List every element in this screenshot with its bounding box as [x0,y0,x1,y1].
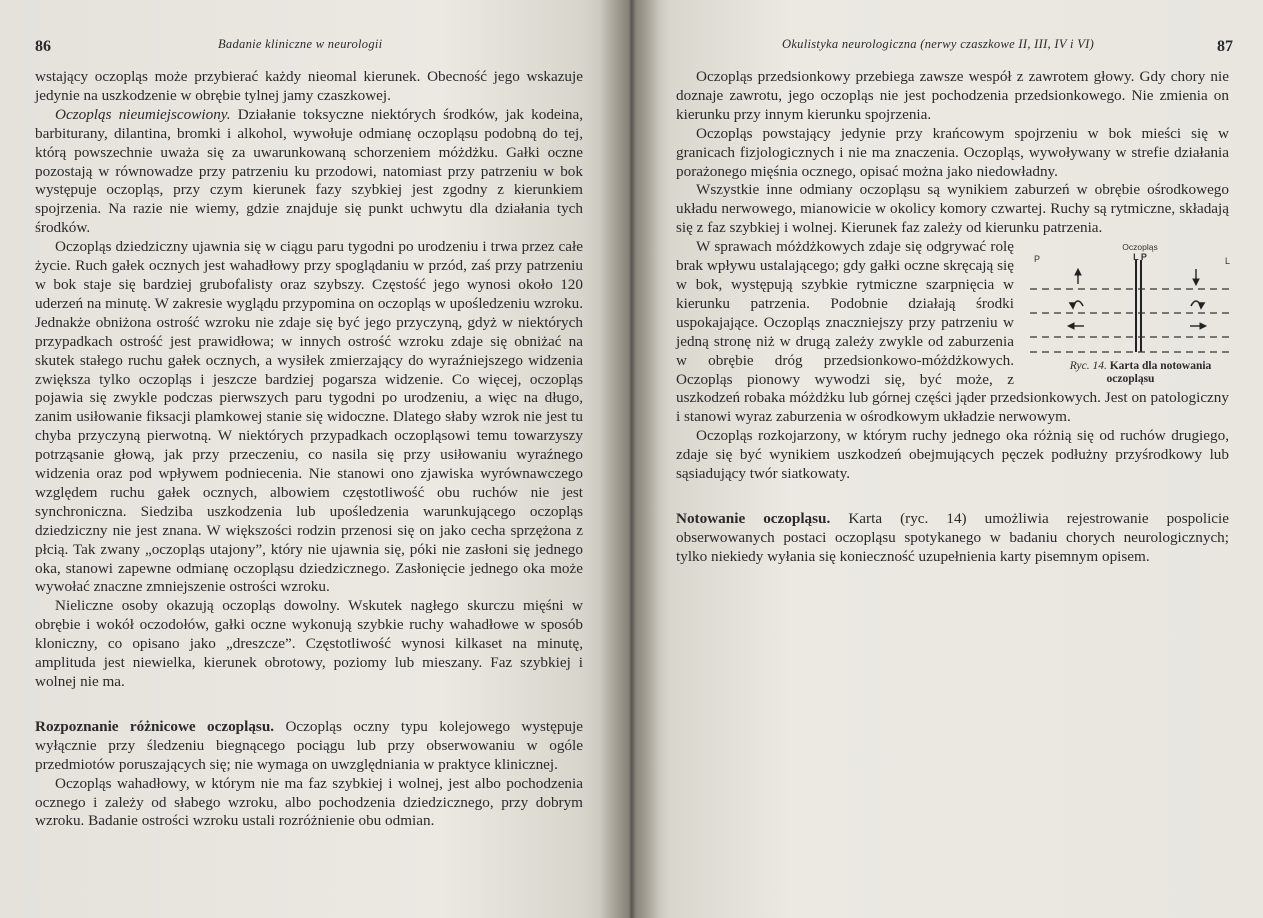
paragraph: Oczopląs wahadłowy, w którym nie ma faz szybkiej i wolnej, jest albo pochodzenia ocznego i zależy od słabego wzroku, albo pochodzenia dziedzicznego, przy dobrym wzroku. Badanie ostrości wzroku ustali rozróżnienie obu odmian. [35,774,583,830]
running-head: Badanie kliniczne w neurologii [218,37,383,51]
paragraph: Oczopląs dziedziczny ujawnia się w ciągu paru tygodni po urodzeniu i trwa przez całe życie. Ruch gałek ocznych jest wahadłowy przy spoglądaniu w przód, zaś przy patrzeniu w bok staje się bardziej grubofalisty oraz szybszy. Częstość jego wynosi około 120 uderzeń na minutę. W zakresie wyglądu przypomina on oczopląs w upośledzeniu wzroku. Jednakże obniżona ostrość wzroku nie zdaje się być jego przyczyną, gdyż w niektórych przypadkach ostrość jest prawidłowa; w innych ostrość wzroku zdaje się obniżać na skutek stałego ruchu gałek ocznych, a wysiłek zmierzający do wyraźniejszego widzenia zwiększa tylko oczopląs i jeszcze bardziej pogarsza widzenie. Co więcej, oczopląs pojawia się zwykle podczas pierwszych paru tygodni po urodzeniu, a więc na długo, zanim usiłowanie fiksacji plamkowej stanie się widoczne. Dlatego słaby wzrok nie jest tu chyba przyczyną pierwotną. W niektórych przypadkach oczopląsowi temu towarzyszy potrząsanie głową, jak przy przeczeniu, co nasila się przy usiłowaniu wyraźnego widzenia oraz pod wpływem podniecenia. Nie stanowi ono zjawiska wyrównawczego względem ruchu gałek ocznych, albowiem częstotliwość obu ruchów nie jest synchroniczna. Siedziba uszkodzenia lub upośledzenia warunkującego oczopląs dziedziczny nie jest znana. W większości rodzin przenosi się on jako cecha sprzężona z płcią. Tak zwany „oczopląs utajony”, który nie ujawnia się, póki nie zasłoni się jednego oka, stanowi zapewne odmianę oczopląsu dziedzicznego. Zasłonięcie jednego oka może wywołać znaczne zmniejszenie ostrości wzroku. [35,238,583,596]
section-heading: Notowanie oczopląsu. [676,509,831,527]
paragraph: wstający oczopląs może przybierać każdy nieomal kierunek. Obecność jego wskazuje jedynie na uszkodzenie w obrębie tylnej jamy czaszkowej. [35,68,583,104]
paragraph: Oczopląs przedsionkowy przebiega zawsze wespół z zawrotem głowy. Gdy chory nie doznaje zawrotu, jego oczopląs nie jest pochodzenia przedsionkowego. Nie zmienia on kierunku przy innym kierunku spojrzenia. [676,68,1229,123]
paragraph: Nieliczne osoby okazują oczopląs dowolny. Wskutek nagłego skurczu mięśni w obrębie i wokół oczodołów, gałki oczne wykonują szybkie ruchy wahadłowe w sposób kloniczny, co opisano jako „dreszcze”. Częstotliwość wynosi kilkaset na minutę, amplituda jest niewielka, kierunek obrotowy, poziomy lub mieszany. Faz szybkiej i wolnej nie ma. [35,597,583,690]
arrow-up-left-icon [1075,269,1081,284]
paragraph-text: Karta (ryc. 14) umożliwia rejestrowanie pospolicie obserwowanych postaci oczopląsu spotykanego w badaniu chorych neurologicznych; tylko niekiedy wyłania się konieczność uzupełnienia karty pisemnym opisem. [676,509,1230,565]
figure-caption [1028,360,1233,386]
arrow-down-right-icon [1193,269,1199,285]
section-paragraph [35,718,583,775]
paragraph: Oczopląs powstający jedynie przy krańcowym spojrzeniu w bok mieści się w granicach fizjologicznych i nie ma znaczenia. Oczopląs, wywoływany w strefie działania porażonego mięśnia ocznego, opisać można jako niedowładny. [676,124,1229,180]
right-page [632,0,1263,918]
paragraph-text: Działanie toksyczne niektórych środków, jak kodeina, barbiturany, dilantina, bromki i alkohol, wywołuje odmianę oczopląsu podobną do tej, którą powszechnie uważa się za uwarunkowaną schorzeniem móżdżku. Gałki oczne pozostają w równowadze przy patrzeniu ku przodowi, natomiast przy patrzeniu w bok występuje oczopląs, przy czym kierunek fazy szybkiej jest zgodny z kierunkiem spojrzenia. Na razie nie wiemy, gdzie znajduje się punkt uchwytu dla działania tych środków. [35,105,583,237]
rotary-right-icon [1191,301,1204,308]
figure-label-left: P [1034,254,1041,265]
paragraph-toxic [35,106,583,238]
right-body-text [676,68,1229,567]
nystagmus-chart-diagram [1028,240,1233,358]
figure-label-center: L P [1133,252,1147,263]
paragraph-with-figure [676,238,1229,427]
section-paragraph [676,510,1229,567]
paragraph-text: W sprawach móżdżkowych zdaje się odgrywać rolę brak wpływu ustalającego; gdy gałki oczne skręcają się w bok, występują szybkie rytmiczne szarpnięcia w kierunku patrzenia. Podobnie działają środki uspokajające. Oczopląs znaczniejszy przy patrzeniu w jedną stronę niż w drugą zależy zwykle od zaburzenia w obrębie dróg przedsionkowo-móżdżkowych. Oczopląs pionowy wywodzi się, być może, z uszkodzeń robaka móżdżku lub górnej części jąder przedsionkowych. Jest on patologiczny i stanowi wyraz zaburzenia w ośrodkowym układzie nerwowym. [676,238,1229,426]
italic-lead: Oczopląs nieumiejscowiony. [55,105,231,123]
figure-label-right: L [1225,256,1231,267]
paragraph: Oczopląs rozkojarzony, w którym ruchy jednego oka różnią się od ruchów drugiego, zdaje się być wynikiem uszkodzeń obejmujących pęczek podłużny przyśrodkowy lub sąsiadujący twór siatkowaty. [676,427,1229,483]
running-head: Okulistyka neurologiczna (nerwy czaszkowe II, III, IV i VI) [782,37,1095,51]
paragraph-text: Oczopląs oczny typu kolejowego występuje wyłącznie przy śledzeniu biegnącego pociągu lub przy obserwowaniu w ogóle przedmiotów poruszających się; nie wymaga on uwzględniania w praktyce klinicznej. [35,717,584,773]
page-number: 86 [35,38,51,55]
figure-caption-text: Karta dla notowania oczopląsu [1106,360,1212,386]
arrow-left-icon [1068,323,1084,329]
section-heading: Rozpoznanie różnicowe oczopląsu. [35,717,275,735]
paragraph: Wszystkie inne odmiany oczopląsu są wynikiem zaburzeń w obrębie ośrodkowego układu nerwowego, mianowicie w okolicy komory czwartej. Ruchy są rytmiczne, składają się z faz szybkiej i wolnej. Kierunek faz zależy od kierunku patrzenia. [676,181,1229,237]
dashed-rows [1030,289,1231,352]
page-number: 87 [1217,38,1233,55]
figure-title: Oczopląs [1122,242,1158,253]
figure-nystagmus-chart [1028,240,1233,386]
figure-caption-label: Ryc. 14. [1069,360,1107,373]
rotary-left-icon [1070,301,1083,308]
arrow-right-icon [1190,323,1206,329]
left-body-text [35,68,583,831]
